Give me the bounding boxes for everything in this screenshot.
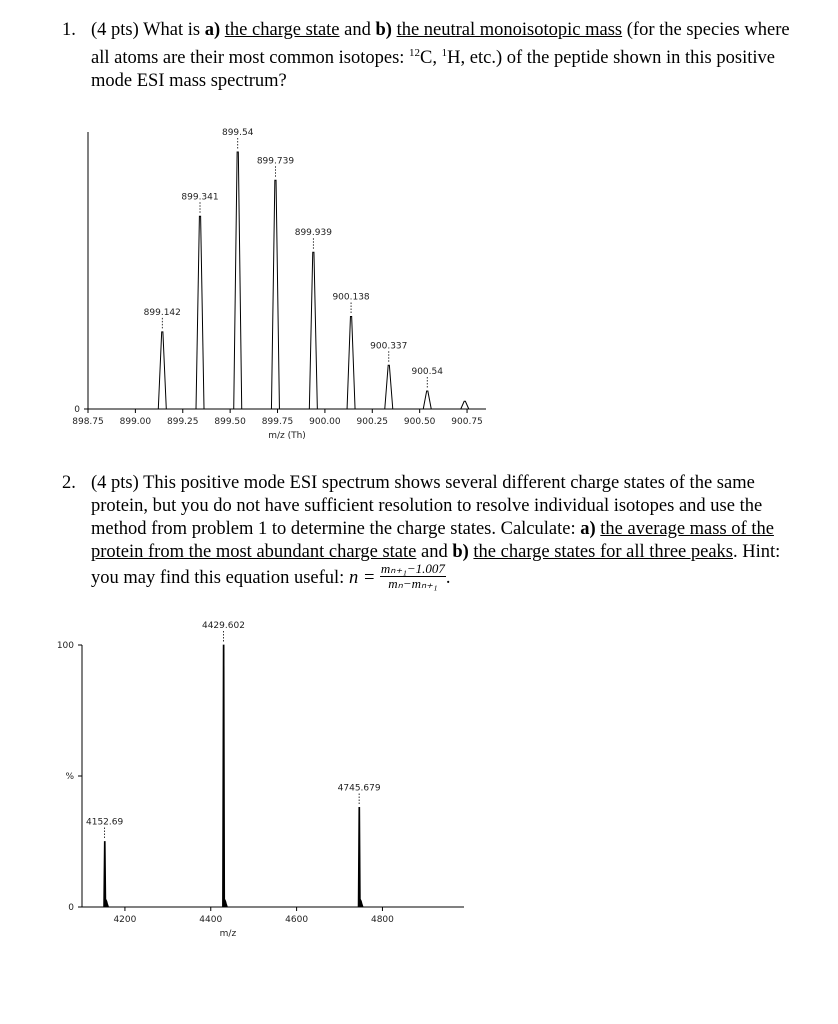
x-tick-label: 899.25 xyxy=(167,417,199,427)
x-axis-label: m/z (Th) xyxy=(268,431,306,441)
text: and xyxy=(416,542,453,562)
x-tick-label: 4200 xyxy=(113,915,137,925)
x-tick-label: 899.50 xyxy=(214,417,246,427)
text: and xyxy=(339,20,376,40)
text: H, etc.) xyxy=(447,48,503,69)
peak-label: 899.341 xyxy=(181,192,219,203)
equation-lhs: n = xyxy=(348,567,376,588)
peak-label: 4745.679 xyxy=(337,783,381,794)
y-tick-label: 0 xyxy=(68,903,74,913)
part-b-text: the neutral monoisotopic mass xyxy=(396,20,623,40)
isotope-mass: 1 xyxy=(441,47,448,59)
x-axis-label: m/z xyxy=(219,929,237,939)
y-tick-label: 100 xyxy=(56,641,74,651)
peak-label: 900.337 xyxy=(370,341,408,352)
peak-label: 900.138 xyxy=(332,292,370,303)
part-b-text: the charge states for all three peaks xyxy=(473,542,733,562)
text: What is xyxy=(138,20,205,40)
peak-label: 900.54 xyxy=(411,367,443,378)
part-a-label: a) xyxy=(204,20,221,40)
peak-label: 899.142 xyxy=(143,307,181,318)
x-tick-label: 900.25 xyxy=(356,417,389,427)
peak-label: 4152.69 xyxy=(86,817,124,828)
spectrum-peak xyxy=(358,807,363,907)
spectrum-peak xyxy=(222,645,227,907)
text: . xyxy=(445,567,451,588)
part-b-label: b) xyxy=(452,542,469,562)
question-number: 2. xyxy=(62,473,76,493)
peak-label: 899.739 xyxy=(256,156,295,167)
x-tick-label: 900.50 xyxy=(403,417,436,427)
part-a-text: the charge state xyxy=(224,20,340,40)
peak-label: 4429.602 xyxy=(201,621,245,631)
x-tick-label: 4400 xyxy=(199,915,223,925)
x-tick-label: 900.75 xyxy=(451,417,483,427)
points: (4 pts) xyxy=(91,20,139,40)
text: . Hint: you may find this equation useful: xyxy=(91,542,781,588)
x-tick-label: 899.00 xyxy=(119,417,152,427)
y-tick-label: % xyxy=(65,772,74,782)
peak-label: 899.54 xyxy=(221,128,254,138)
x-tick-label: 898.75 xyxy=(72,417,104,427)
x-tick-label: 899.75 xyxy=(261,417,294,427)
x-tick-label: 4800 xyxy=(370,915,394,925)
points: (4 pts) xyxy=(91,473,139,493)
peak-label: 899.939 xyxy=(294,228,332,239)
part-a-label: a) xyxy=(580,519,596,539)
part-b-label: b) xyxy=(375,20,392,40)
equation-denominator: mₙ−mₙ₊₁ xyxy=(388,576,438,591)
text: This positive mode ESI spectrum shows several different charge states of the same protein, but you do not have sufficient resolution to resolve individual isotopes and use the method from problem 1 to determine the charge states. Calculate: xyxy=(91,473,763,539)
text: (for the species where all atoms are their most common isotopes: xyxy=(91,20,790,69)
x-tick-label: 900.00 xyxy=(309,417,341,427)
x-tick-label: 4600 xyxy=(285,915,309,925)
part-a-text: the average mass of the protein from the most abundant charge state xyxy=(91,519,774,562)
y-tick-label: 0 xyxy=(74,405,80,415)
spectrum-peak xyxy=(104,842,109,908)
text: C, xyxy=(420,48,442,69)
isotope-mass: 12 xyxy=(409,47,421,59)
question-number: 1. xyxy=(62,20,76,40)
text: of the peptide shown in this positive mode ESI mass spectrum? xyxy=(91,48,775,92)
equation-numerator: mₙ₊₁−1.007 xyxy=(380,561,445,576)
